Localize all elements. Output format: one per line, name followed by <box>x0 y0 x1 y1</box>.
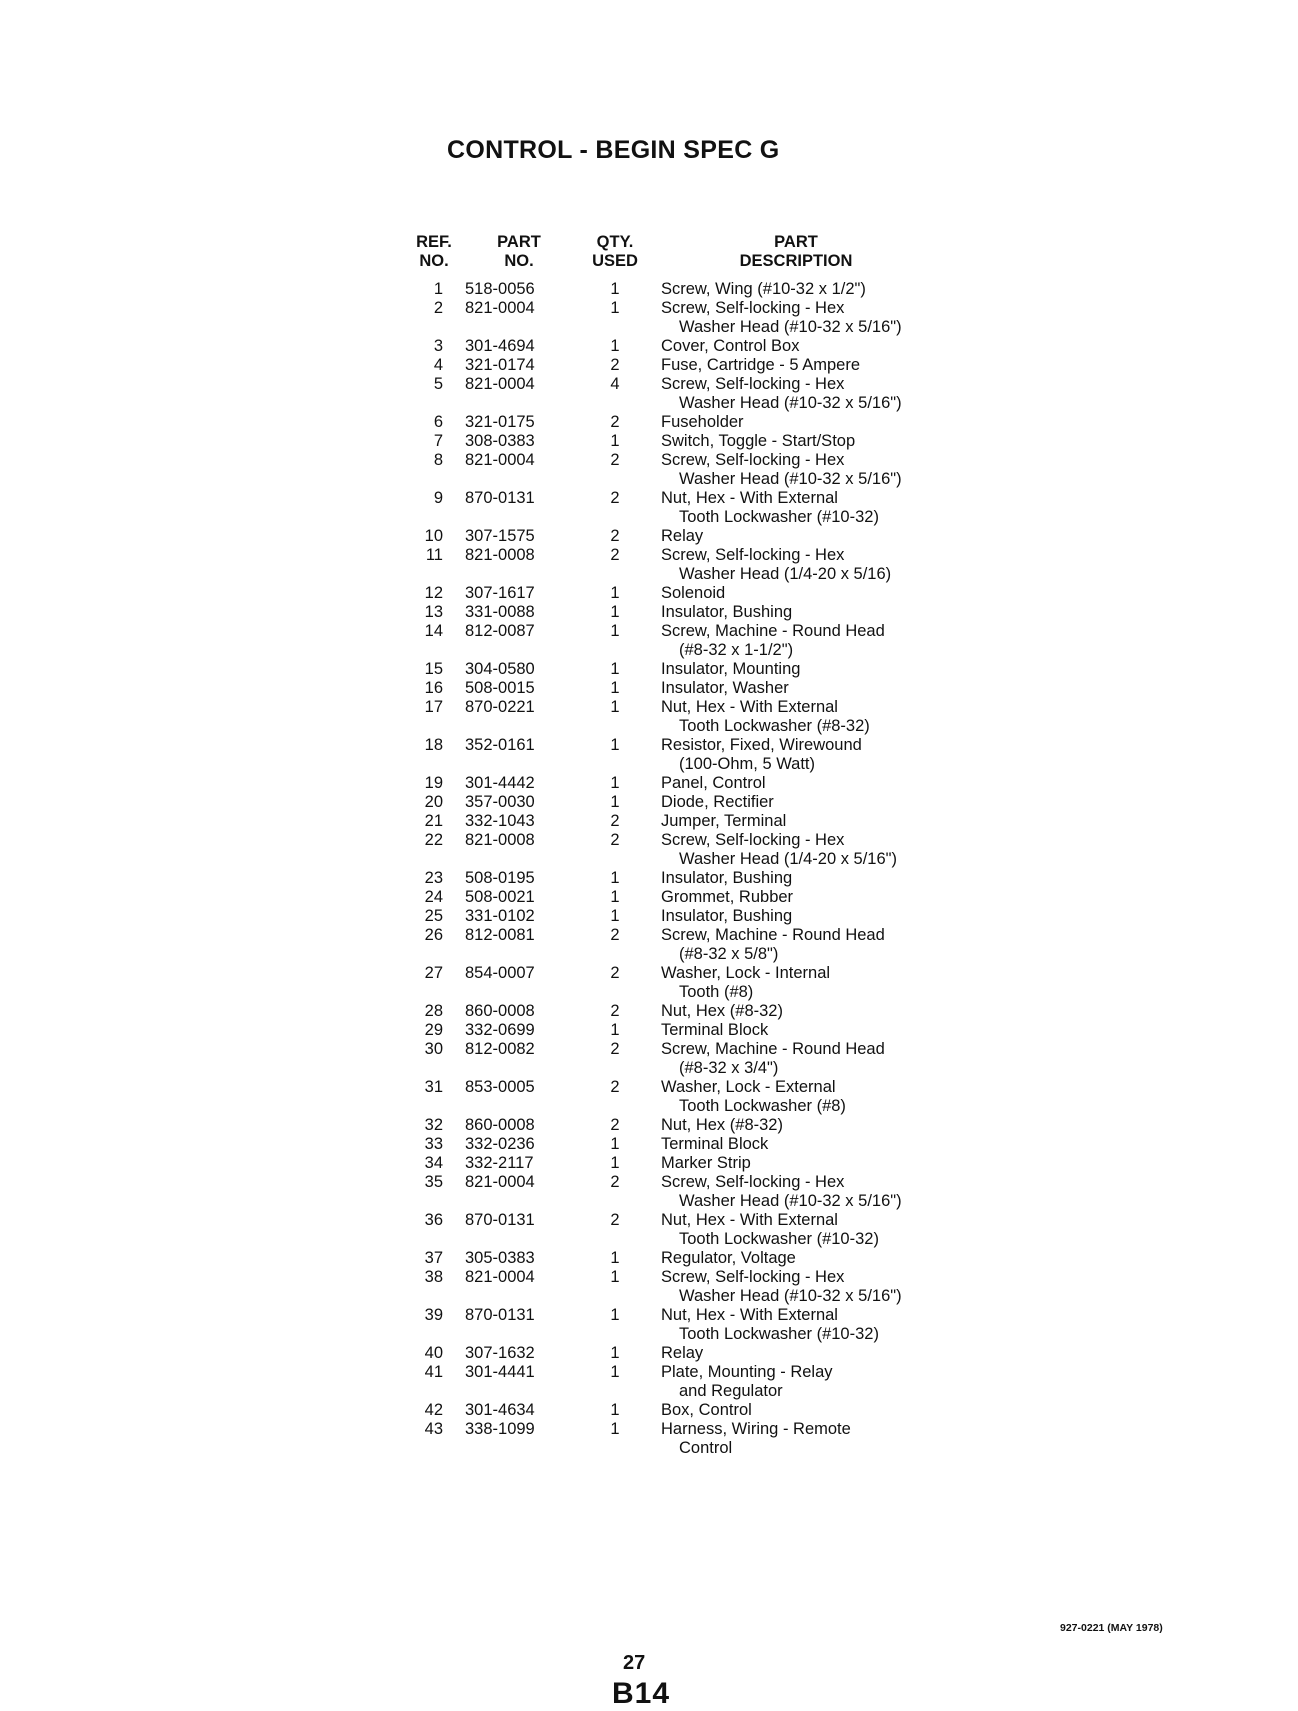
ref-no-cell: 14 <box>424 622 443 640</box>
table-row <box>0 356 1298 375</box>
description-line: Solenoid <box>661 584 726 602</box>
qty-used-cell: 1 <box>610 1135 620 1153</box>
table-row <box>0 1135 1298 1154</box>
description-line: Nut, Hex (#8-32) <box>661 1116 783 1134</box>
ref-no-cell: 9 <box>433 489 443 507</box>
table-row <box>0 812 1298 831</box>
description-cell <box>661 698 870 736</box>
qty-used-cell: 1 <box>610 907 620 925</box>
description-line: (#8-32 x 5/8") <box>679 945 779 963</box>
qty-used-cell: 1 <box>610 1401 620 1419</box>
table-row <box>0 1249 1298 1268</box>
description-cell <box>661 1344 703 1363</box>
description-cell <box>661 1211 879 1249</box>
description-cell <box>661 1173 902 1211</box>
qty-used-cell: 1 <box>610 1420 620 1438</box>
qty-used-cell: 2 <box>610 546 620 564</box>
description-line: Screw, Self-locking - Hex <box>661 451 845 469</box>
part-no-cell: 821-0004 <box>465 1268 535 1286</box>
description-cell <box>661 793 774 812</box>
description-line: Relay <box>661 527 704 545</box>
part-no-cell: 321-0175 <box>465 413 535 431</box>
description-cell <box>661 926 885 964</box>
description-cell <box>661 527 703 546</box>
ref-no-cell: 38 <box>424 1268 443 1286</box>
ref-no-cell: 36 <box>424 1211 443 1229</box>
ref-no-cell: 7 <box>433 432 443 450</box>
ref-no-cell: 25 <box>424 907 443 925</box>
table-row <box>0 907 1298 926</box>
qty-used-cell: 2 <box>610 1002 620 1020</box>
section-number: B14 <box>612 1677 671 1710</box>
header-ref-line1: REF. <box>416 233 452 251</box>
qty-used-cell: 2 <box>610 1040 620 1058</box>
part-no-cell: 332-2117 <box>465 1154 534 1172</box>
ref-no-cell: 5 <box>433 375 443 393</box>
description-cell <box>661 1363 833 1401</box>
header-part-description <box>716 233 876 271</box>
part-no-cell: 332-1043 <box>465 812 535 830</box>
part-no-cell: 301-4634 <box>465 1401 535 1419</box>
table-row <box>0 451 1298 489</box>
description-cell <box>661 584 725 603</box>
description-cell <box>661 869 792 888</box>
description-line: Screw, Self-locking - Hex <box>661 1173 845 1191</box>
qty-used-cell: 1 <box>610 1154 620 1172</box>
part-no-cell: 821-0008 <box>465 546 535 564</box>
description-cell <box>661 1249 796 1268</box>
table-row <box>0 793 1298 812</box>
description-cell <box>661 964 830 1002</box>
header-ref-line2: NO. <box>419 252 449 270</box>
description-line: Box, Control <box>661 1401 752 1419</box>
part-no-cell: 821-0008 <box>465 831 535 849</box>
part-no-cell: 301-4694 <box>465 337 535 355</box>
ref-no-cell: 32 <box>424 1116 443 1134</box>
part-no-cell: 870-0131 <box>465 1211 535 1229</box>
qty-used-cell: 1 <box>610 1268 620 1286</box>
qty-used-cell: 1 <box>610 1249 620 1267</box>
part-no-cell: 357-0030 <box>465 793 535 811</box>
description-line: Marker Strip <box>661 1154 751 1172</box>
ref-no-cell: 29 <box>424 1021 443 1039</box>
description-line: Tooth Lockwasher (#8-32) <box>679 717 870 735</box>
qty-used-cell: 2 <box>610 356 620 374</box>
part-no-cell: 821-0004 <box>465 451 535 469</box>
description-cell <box>661 736 862 774</box>
description-line: Insulator, Bushing <box>661 603 793 621</box>
description-cell <box>661 432 855 451</box>
description-line: Washer Head (1/4-20 x 5/16") <box>679 850 898 868</box>
ref-no-cell: 30 <box>424 1040 443 1058</box>
ref-no-cell: 15 <box>424 660 443 678</box>
description-cell <box>661 907 792 926</box>
description-cell <box>661 413 744 432</box>
description-line: Jumper, Terminal <box>661 812 787 830</box>
page-number: 27 <box>623 1652 646 1674</box>
table-row <box>0 1363 1298 1401</box>
document-number: 927-0221 (MAY 1978) <box>1060 1622 1163 1634</box>
description-cell <box>661 546 891 584</box>
qty-used-cell: 1 <box>610 1306 620 1324</box>
description-cell <box>661 1306 879 1344</box>
part-no-cell: 307-1617 <box>465 584 535 602</box>
part-no-cell: 812-0081 <box>465 926 535 944</box>
table-row <box>0 1211 1298 1249</box>
qty-used-cell: 2 <box>610 1116 620 1134</box>
description-cell <box>661 280 866 299</box>
description-cell <box>661 679 789 698</box>
table-row <box>0 679 1298 698</box>
qty-used-cell: 1 <box>610 299 620 317</box>
qty-used-cell: 1 <box>610 1363 620 1381</box>
description-line: Insulator, Bushing <box>661 907 793 925</box>
ref-no-cell: 28 <box>424 1002 443 1020</box>
ref-no-cell: 12 <box>424 584 443 602</box>
part-no-cell: 853-0005 <box>465 1078 535 1096</box>
part-no-cell: 304-0580 <box>465 660 535 678</box>
part-no-cell: 308-0383 <box>465 432 535 450</box>
description-cell <box>661 1021 768 1040</box>
description-line: Insulator, Mounting <box>661 660 801 678</box>
table-row <box>0 489 1298 527</box>
qty-used-cell: 2 <box>610 812 620 830</box>
parts-table <box>0 280 1298 1458</box>
table-row <box>0 1344 1298 1363</box>
description-line: Cover, Control Box <box>661 337 800 355</box>
part-no-cell: 305-0383 <box>465 1249 535 1267</box>
table-row <box>0 888 1298 907</box>
description-cell <box>661 1040 885 1078</box>
description-cell <box>661 1420 851 1458</box>
ref-no-cell: 34 <box>424 1154 443 1172</box>
description-cell <box>661 1135 768 1154</box>
description-cell <box>661 451 902 489</box>
table-row <box>0 1154 1298 1173</box>
description-line: Screw, Self-locking - Hex <box>661 299 845 317</box>
description-line: Washer, Lock - External <box>661 1078 836 1096</box>
ref-no-cell: 39 <box>424 1306 443 1324</box>
table-row <box>0 337 1298 356</box>
ref-no-cell: 18 <box>424 736 443 754</box>
description-line: Washer Head (#10-32 x 5/16") <box>679 318 902 336</box>
ref-no-cell: 13 <box>424 603 443 621</box>
description-line: Control <box>679 1439 733 1457</box>
description-line: Panel, Control <box>661 774 766 792</box>
table-row <box>0 1268 1298 1306</box>
ref-no-cell: 2 <box>433 299 443 317</box>
description-cell <box>661 1078 846 1116</box>
description-line: Insulator, Washer <box>661 679 789 697</box>
part-no-cell: 307-1632 <box>465 1344 535 1362</box>
qty-used-cell: 2 <box>610 413 620 431</box>
description-line: Tooth Lockwasher (#10-32) <box>679 1325 879 1343</box>
header-qty-line1: QTY. <box>596 233 634 251</box>
table-row <box>0 1401 1298 1420</box>
description-cell <box>661 1116 783 1135</box>
description-line: Tooth Lockwasher (#8) <box>679 1097 846 1115</box>
ref-no-cell: 40 <box>424 1344 443 1362</box>
table-row <box>0 736 1298 774</box>
description-line: Fuseholder <box>661 413 744 431</box>
table-row <box>0 1116 1298 1135</box>
description-line: (#8-32 x 1-1/2") <box>679 641 794 659</box>
ref-no-cell: 31 <box>424 1078 443 1096</box>
description-line: Grommet, Rubber <box>661 888 794 906</box>
qty-used-cell: 1 <box>610 432 620 450</box>
description-cell <box>661 622 885 660</box>
qty-used-cell: 2 <box>610 1078 620 1096</box>
description-line: Washer Head (#10-32 x 5/16") <box>679 470 902 488</box>
description-line: Resistor, Fixed, Wirewound <box>661 736 862 754</box>
ref-no-cell: 41 <box>424 1363 443 1381</box>
table-row <box>0 1021 1298 1040</box>
ref-no-cell: 26 <box>424 926 443 944</box>
description-cell <box>661 1154 751 1173</box>
table-row <box>0 546 1298 584</box>
description-cell <box>661 603 792 622</box>
description-line: Nut, Hex - With External <box>661 489 838 507</box>
description-line: Nut, Hex - With External <box>661 698 838 716</box>
description-line: Washer, Lock - Internal <box>661 964 831 982</box>
ref-no-cell: 16 <box>424 679 443 697</box>
ref-no-cell: 27 <box>424 964 443 982</box>
header-part-no <box>479 233 559 271</box>
qty-used-cell: 1 <box>610 584 620 602</box>
table-row <box>0 698 1298 736</box>
description-line: Relay <box>661 1344 704 1362</box>
table-row <box>0 774 1298 793</box>
ref-no-cell: 19 <box>424 774 443 792</box>
qty-used-cell: 2 <box>610 527 620 545</box>
qty-used-cell: 4 <box>610 375 620 393</box>
ref-no-cell: 10 <box>424 527 443 545</box>
description-cell <box>661 1268 902 1306</box>
description-line: Screw, Self-locking - Hex <box>661 831 845 849</box>
qty-used-cell: 2 <box>610 964 620 982</box>
qty-used-cell: 2 <box>610 489 620 507</box>
table-row <box>0 1420 1298 1458</box>
description-cell <box>661 812 786 831</box>
description-line: Screw, Machine - Round Head <box>661 622 885 640</box>
part-no-cell: 812-0087 <box>465 622 535 640</box>
part-no-cell: 860-0008 <box>465 1116 535 1134</box>
table-row <box>0 299 1298 337</box>
qty-used-cell: 1 <box>610 888 620 906</box>
part-no-cell: 508-0195 <box>465 869 535 887</box>
header-qty-line2: USED <box>592 252 638 270</box>
ref-no-cell: 20 <box>424 793 443 811</box>
qty-used-cell: 1 <box>610 660 620 678</box>
qty-used-cell: 1 <box>610 698 620 716</box>
description-cell <box>661 299 902 337</box>
page-title: CONTROL - BEGIN SPEC G <box>447 136 780 164</box>
qty-used-cell: 2 <box>610 451 620 469</box>
description-line: Screw, Self-locking - Hex <box>661 1268 845 1286</box>
description-cell <box>661 1002 783 1021</box>
table-row <box>0 527 1298 546</box>
description-cell <box>661 888 793 907</box>
ref-no-cell: 17 <box>424 698 443 716</box>
qty-used-cell: 1 <box>610 869 620 887</box>
ref-no-cell: 1 <box>433 280 443 298</box>
table-row <box>0 1002 1298 1021</box>
part-no-cell: 332-0699 <box>465 1021 535 1039</box>
description-line: Screw, Machine - Round Head <box>661 926 885 944</box>
part-no-cell: 338-1099 <box>465 1420 535 1438</box>
ref-no-cell: 21 <box>424 812 443 830</box>
part-no-cell: 518-0056 <box>465 280 535 298</box>
qty-used-cell: 1 <box>610 337 620 355</box>
description-line: Washer Head (#10-32 x 5/16") <box>679 1287 902 1305</box>
table-row <box>0 831 1298 869</box>
table-row <box>0 622 1298 660</box>
part-no-cell: 821-0004 <box>465 375 535 393</box>
table-row <box>0 1173 1298 1211</box>
ref-no-cell: 35 <box>424 1173 443 1191</box>
ref-no-cell: 11 <box>425 546 443 564</box>
table-row <box>0 603 1298 622</box>
part-no-cell: 860-0008 <box>465 1002 535 1020</box>
table-row <box>0 432 1298 451</box>
header-qty-used <box>580 233 650 271</box>
description-line: Washer Head (#10-32 x 5/16") <box>679 394 902 412</box>
description-line: Nut, Hex - With External <box>661 1306 838 1324</box>
table-row <box>0 1306 1298 1344</box>
table-row <box>0 1040 1298 1078</box>
qty-used-cell: 2 <box>610 831 620 849</box>
description-cell <box>661 356 860 375</box>
table-row <box>0 964 1298 1002</box>
table-row <box>0 1078 1298 1116</box>
description-line: Tooth Lockwasher (#10-32) <box>679 508 879 526</box>
table-row <box>0 584 1298 603</box>
qty-used-cell: 2 <box>610 1173 620 1191</box>
header-desc-line2: DESCRIPTION <box>739 252 853 270</box>
part-no-cell: 301-4441 <box>465 1363 535 1381</box>
header-part-line1: PART <box>497 233 541 251</box>
qty-used-cell: 1 <box>610 1344 620 1362</box>
ref-no-cell: 8 <box>433 451 443 469</box>
description-line: Washer Head (1/4-20 x 5/16) <box>679 565 892 583</box>
description-line: Screw, Wing (#10-32 x 1/2") <box>661 280 866 298</box>
part-no-cell: 870-0131 <box>465 1306 535 1324</box>
part-no-cell: 870-0221 <box>465 698 535 716</box>
qty-used-cell: 1 <box>610 280 620 298</box>
ref-no-cell: 43 <box>424 1420 443 1438</box>
part-no-cell: 332-0236 <box>465 1135 535 1153</box>
part-no-cell: 821-0004 <box>465 1173 535 1191</box>
description-line: Washer Head (#10-32 x 5/16") <box>679 1192 902 1210</box>
description-cell <box>661 831 897 869</box>
qty-used-cell: 2 <box>610 1211 620 1229</box>
part-no-cell: 508-0021 <box>465 888 535 906</box>
ref-no-cell: 37 <box>424 1249 443 1267</box>
qty-used-cell: 1 <box>610 736 620 754</box>
description-line: Harness, Wiring - Remote <box>661 1420 851 1438</box>
qty-used-cell: 1 <box>610 603 620 621</box>
header-ref-no <box>409 233 459 271</box>
description-cell <box>661 375 902 413</box>
ref-no-cell: 3 <box>433 337 443 355</box>
part-no-cell: 352-0161 <box>465 736 535 754</box>
part-no-cell: 301-4442 <box>465 774 535 792</box>
ref-no-cell: 23 <box>424 869 443 887</box>
description-line: Diode, Rectifier <box>661 793 774 811</box>
description-line: and Regulator <box>679 1382 783 1400</box>
description-cell <box>661 489 879 527</box>
part-no-cell: 854-0007 <box>465 964 535 982</box>
table-row <box>0 869 1298 888</box>
qty-used-cell: 1 <box>610 793 620 811</box>
part-no-cell: 307-1575 <box>465 527 535 545</box>
part-no-cell: 812-0082 <box>465 1040 535 1058</box>
description-cell <box>661 660 800 679</box>
description-line: Screw, Self-locking - Hex <box>661 546 845 564</box>
ref-no-cell: 22 <box>424 831 443 849</box>
header-part-line2: NO. <box>504 252 534 270</box>
qty-used-cell: 1 <box>610 622 620 640</box>
description-line: Insulator, Bushing <box>661 869 793 887</box>
table-row <box>0 660 1298 679</box>
part-no-cell: 508-0015 <box>465 679 535 697</box>
qty-used-cell: 1 <box>610 774 620 792</box>
description-line: (#8-32 x 3/4") <box>679 1059 779 1077</box>
table-row <box>0 280 1298 299</box>
description-line: Nut, Hex - With External <box>661 1211 838 1229</box>
part-no-cell: 870-0131 <box>465 489 535 507</box>
description-line: Switch, Toggle - Start/Stop <box>661 432 856 450</box>
description-cell <box>661 337 799 356</box>
table-row <box>0 375 1298 413</box>
qty-used-cell: 1 <box>610 679 620 697</box>
description-line: Terminal Block <box>661 1021 769 1039</box>
header-desc-line1: PART <box>774 233 818 251</box>
ref-no-cell: 6 <box>433 413 443 431</box>
description-line: (100-Ohm, 5 Watt) <box>679 755 816 773</box>
ref-no-cell: 4 <box>433 356 443 374</box>
ref-no-cell: 33 <box>424 1135 443 1153</box>
description-line: Tooth Lockwasher (#10-32) <box>679 1230 879 1248</box>
ref-no-cell: 42 <box>424 1401 443 1419</box>
description-line: Screw, Machine - Round Head <box>661 1040 885 1058</box>
part-no-cell: 331-0088 <box>465 603 535 621</box>
part-no-cell: 321-0174 <box>465 356 535 374</box>
description-line: Plate, Mounting - Relay <box>661 1363 833 1381</box>
description-cell <box>661 1401 752 1420</box>
part-no-cell: 331-0102 <box>465 907 535 925</box>
qty-used-cell: 1 <box>610 1021 620 1039</box>
qty-used-cell: 2 <box>610 926 620 944</box>
description-line: Screw, Self-locking - Hex <box>661 375 845 393</box>
description-cell <box>661 774 766 793</box>
description-line: Fuse, Cartridge - 5 Ampere <box>661 356 860 374</box>
description-line: Nut, Hex (#8-32) <box>661 1002 783 1020</box>
table-row <box>0 413 1298 432</box>
ref-no-cell: 24 <box>424 888 443 906</box>
description-line: Tooth (#8) <box>679 983 754 1001</box>
table-row <box>0 926 1298 964</box>
description-line: Regulator, Voltage <box>661 1249 796 1267</box>
part-no-cell: 821-0004 <box>465 299 535 317</box>
description-line: Terminal Block <box>661 1135 769 1153</box>
